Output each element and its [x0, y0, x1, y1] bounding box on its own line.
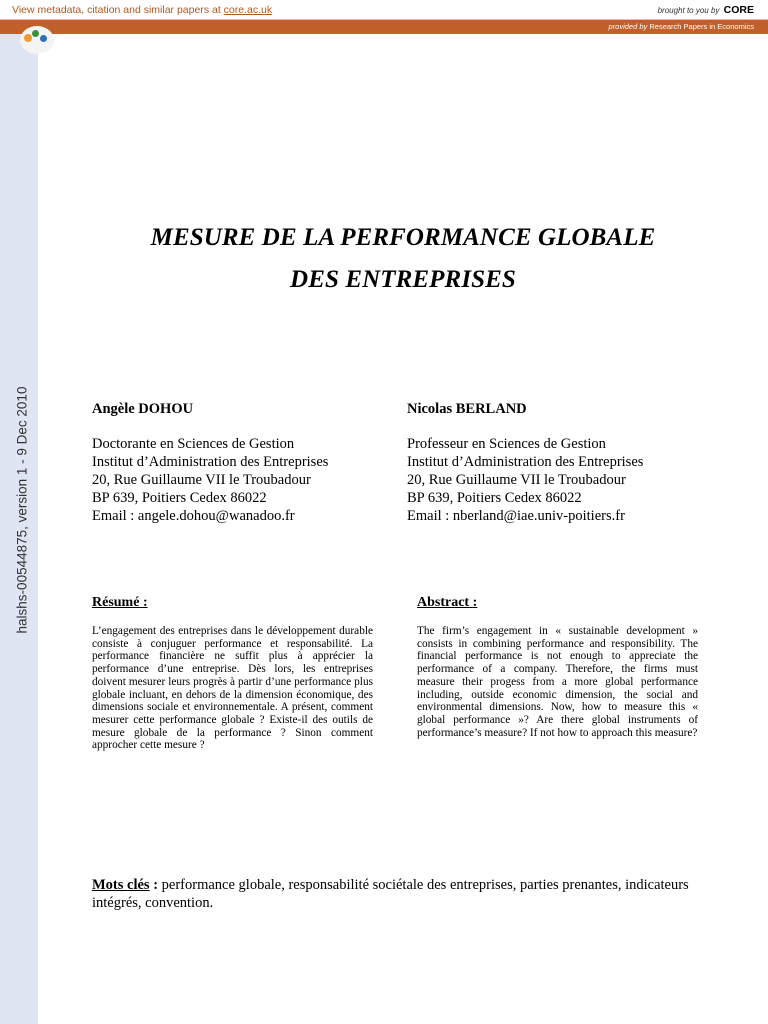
author-postal: BP 639, Poitiers Cedex 86022: [407, 490, 582, 506]
keywords-label: Mots clés: [92, 877, 150, 893]
core-link[interactable]: core.ac.uk: [223, 4, 273, 16]
author-institution: Institut d’Administration des Entreprises: [92, 454, 329, 470]
paper-title-line2: DES ENTREPRISES: [290, 266, 516, 293]
author-block-2: [407, 400, 643, 525]
core-metadata-text: View metadata, citation and similar papers at core.ac.uk: [12, 4, 273, 16]
core-provider-bar: [0, 20, 768, 34]
resume-heading: Résumé :: [92, 595, 148, 610]
author-position: Doctorante en Sciences de Gestion: [92, 436, 295, 452]
core-banner: [0, 0, 768, 20]
author-street: 20, Rue Guillaume VII le Troubadour: [407, 472, 626, 488]
author-street: 20, Rue Guillaume VII le Troubadour: [92, 472, 311, 488]
brought-to-you: brought to you by CORE: [657, 4, 754, 16]
hal-logo-icon: [20, 26, 54, 54]
keywords-text: performance globale, responsabilité sociétale des entreprises, parties prenantes, indicateurs intégrés, convention.: [92, 877, 689, 911]
provided-by-text[interactable]: provided by Research Papers in Economics: [608, 22, 754, 31]
resume-paragraph: L’engagement des entreprises dans le développement durable consiste à conjuguer performance et responsabilité. La performance financière ne suffit plus à apprécier la performance d’une entreprise. Dès lors, les entreprises doivent mesurer leurs progrès à partir d’une performance plus globale incluant, en dehors de la dimension économique, des dimensions sociale et environnementale. A présent, comment mesurer cette performance globale ? Existe-il des outils de mesure globale de la performance ? Sinon comment approcher cette mesure ?: [92, 625, 373, 752]
author-institution: Institut d’Administration des Entreprises: [407, 454, 644, 470]
keywords: Mots clés : performance globale, responsabilité sociétale des entreprises, parties prenantes, indicateurs intégrés, convention.: [92, 877, 689, 911]
hal-identifier: halshs-00544875, version 1 - 9 Dec 2010: [14, 386, 30, 634]
core-logo[interactable]: CORE: [723, 4, 754, 16]
abstract-paragraph: The firm’s engagement in « sustainable development » consists in combining performance and responsibility. The financial performance is not enough to appreciate the performance of a company. Therefore, the firms must measure their progess from a more global performance including, outside economic dimension, the social and environmental dimensions. Now, how to measure this « global performance »? Are there global instruments of performance’s measure? If not how to approach this measure?: [417, 625, 698, 739]
author-postal: BP 639, Poitiers Cedex 86022: [92, 490, 267, 506]
paper-title-line1: MESURE DE LA PERFORMANCE GLOBALE: [150, 224, 656, 251]
author-name: Angèle DOHOU: [92, 401, 194, 417]
author-email: Email : nberland@iae.univ-poitiers.fr: [407, 508, 625, 524]
author-position: Professeur en Sciences de Gestion: [407, 436, 606, 452]
author-email: Email : angele.dohou@wanadoo.fr: [92, 508, 295, 524]
author-block-1: [92, 400, 328, 525]
abstract-heading: Abstract :: [417, 595, 478, 610]
author-name: Nicolas BERLAND: [407, 401, 527, 417]
